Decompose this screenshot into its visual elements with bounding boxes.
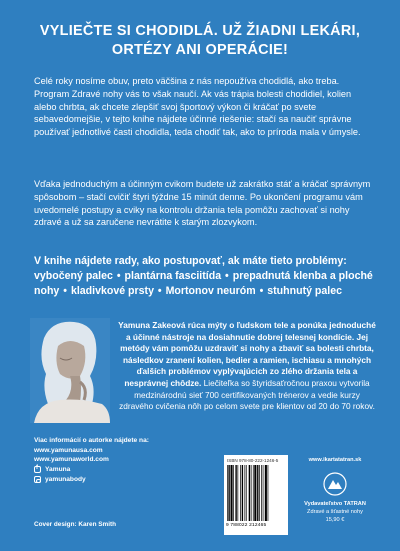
problem-item: vybočený palec	[34, 269, 113, 282]
barcode-digits: 9 788022 212465	[226, 523, 267, 528]
bullet-icon: •	[259, 284, 264, 297]
author-bio	[118, 320, 376, 413]
instagram-icon	[34, 476, 41, 483]
program-paragraph: Vďaka jednoduchým a účinným cvikom budete už zakrátko stáť a kráčať správnym spôsobom – stačí cvičiť štyri týždne 15 minút denne. Po ukončení programu vám uvedomelé postupy a cviky na kontrolu držania tela pomôžu zachovať si nohy zdravé a už sa zaručene nevrátite k starým zlozvykom.	[34, 179, 371, 228]
problems-list	[34, 254, 374, 298]
instagram-row[interactable]	[34, 475, 194, 485]
bullet-icon: •	[157, 284, 162, 297]
author-bio-bold: Yamuna Zakeová rúca mýty o ľudskom tele a ponúka jednoduché a účinné nástroje na dosiahnutie dobrej telesnej kondície. Jej metódy vám pomôžu uzdraviť si nohy a zbaviť sa bolesti chrbta, následkov zranení kolien, bedier a ramien, ischiasu a mnohých ďalších problémov vyplývajúcich zo zlého držania tela a nesprávnej chôdze.	[118, 320, 376, 388]
problem-item: kladivkové prsty	[70, 284, 154, 297]
info-title: Viac informácií o autorke nájdete na:	[34, 437, 149, 444]
publisher-logo-icon	[323, 472, 347, 496]
problem-item: stuhnutý palec	[267, 284, 343, 297]
problem-item: prepadnutá klenba a ploché nohy	[34, 269, 373, 297]
facebook-handle: Yamuna	[45, 465, 71, 473]
publisher-website[interactable]: www.ikartatatran.sk	[308, 457, 362, 463]
cover-design-credit: Cover design: Karen Smith	[34, 521, 117, 528]
barcode	[224, 455, 288, 535]
author-bio-regular: Liečiteľka so štyridsaťročnou praxou vytvorila medzinárodnú sieť 700 certifikovaných trénerov a vedie kurzy zdravého cvičenia nôh po celom svete pre klientov od 20 do 70 rokov.	[119, 377, 375, 412]
url-yamunaworld[interactable]: www.yamunaworld.com	[34, 456, 109, 464]
facebook-icon	[34, 466, 41, 473]
book-title: Zdravé a šťastné nohy	[307, 509, 363, 515]
bullet-icon: •	[116, 269, 121, 282]
author-info	[34, 436, 194, 485]
barcode-bars	[227, 465, 285, 521]
author-photo	[30, 318, 110, 423]
headline: VYLIEČTE SI CHODIDLÁ. UŽ ŽIADNI LEKÁRI, ORTÉZY ANI OPERÁCIE!	[39, 23, 361, 58]
problem-item: Mortonov neuróm	[165, 284, 256, 297]
publisher-block	[300, 456, 370, 524]
bullet-icon: •	[63, 284, 67, 297]
problem-item: plantárna fasciitída	[124, 269, 222, 282]
problems-intro: V knihe nájdete rady, ako postupovať, ak máte tieto problémy:	[34, 255, 347, 267]
url-yamunausa[interactable]: www.yamunausa.com	[34, 446, 103, 454]
publisher-name: Vydavateľstvo TATRAN	[304, 501, 366, 507]
intro-paragraph: Celé roky nosíme obuv, preto väčšina z nás nepoužíva chodidlá, ako treba. Program Zdravé nohy vás to však naučí. Ak vás trápia bolesti chodidiel, kolien alebo chrbta, ak chcete zlepšiť svoj športový výkon či kráčať po svete sebavedomejšie, v tejto knihe nájdete účinné riešenie: stačí sa naučiť správne používať jednotlivé časti chodidla, teda chodiť tak, ako to príroda mala v úmysle.	[34, 76, 361, 138]
price: 15,90 €	[325, 517, 345, 523]
isbn-text: ISBN 978-80-222-1246-5	[227, 458, 279, 463]
facebook-row[interactable]	[34, 465, 194, 475]
bullet-icon: •	[225, 269, 229, 282]
instagram-handle: yamunabody	[45, 475, 86, 483]
